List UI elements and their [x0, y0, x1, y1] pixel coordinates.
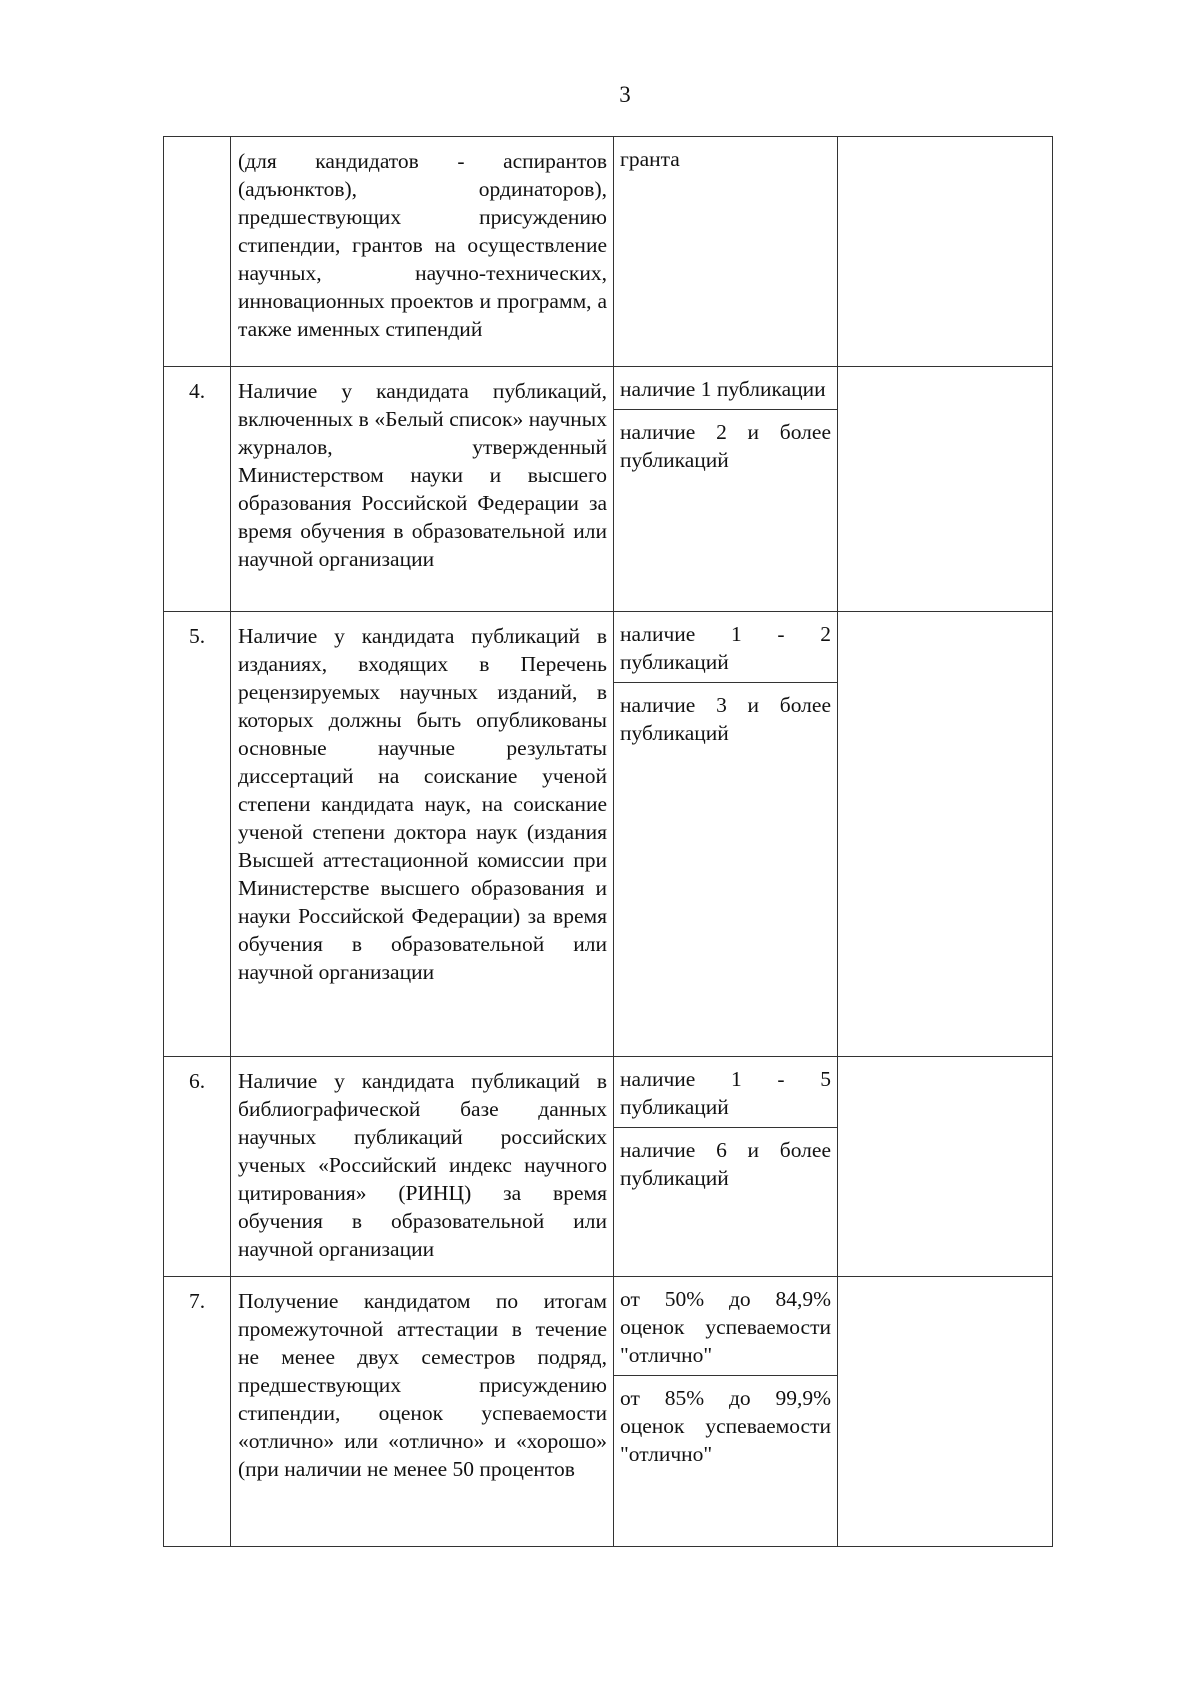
value-item: наличие 1 публикации [620, 377, 826, 401]
value-item: наличие 1 - 2 публикаций [620, 622, 831, 674]
value-cell [614, 367, 838, 612]
value-cell [614, 612, 838, 1057]
value-item: наличие 3 и более публикаций [614, 682, 837, 753]
table-row [164, 367, 1053, 612]
value-item: наличие 1 - 5 публикаций [620, 1067, 831, 1119]
row-number: 5. [164, 612, 231, 1057]
criteria-table [163, 136, 1053, 1547]
value-cell [614, 1277, 838, 1547]
points-cell [838, 367, 1053, 612]
criterion-text: (для кандидатов - аспирантов (адъюнктов), ординаторов), предшествующих присуждению стипендии, грантов на осуществление научных, научно-технических, инновационных проектов и программ, а также именных стипендий [231, 137, 614, 367]
criterion-text: Наличие у кандидата публикаций в изданиях, входящих в Перечень рецензируемых научных изданий, в которых должны быть опубликованы основные научные результаты диссертаций на соискание ученой степени кандидата наук, на соискание ученой степени доктора наук (издания Высшей аттестационной комиссии при Министерстве высшего образования и науки Российской Федерации) за время обучения в образовательной или научной организации [231, 612, 614, 1057]
value-cell [614, 1057, 838, 1277]
row-number: 6. [164, 1057, 231, 1277]
value-item: наличие 2 и более публикаций [614, 409, 837, 480]
table-row [164, 1057, 1053, 1277]
points-cell [838, 1057, 1053, 1277]
table-row [164, 137, 1053, 367]
criterion-text: Наличие у кандидата публикаций в библиографической базе данных научных публикаций российских ученых «Российский индекс научного цитирования» (РИНЦ) за время обучения в образовательной или научной организации [231, 1057, 614, 1277]
value-item: от 85% до 99,9% оценок успеваемости "отлично" [614, 1375, 837, 1474]
value-item: наличие 6 и более публикаций [614, 1127, 837, 1198]
page-number: 3 [619, 82, 631, 107]
table-row [164, 612, 1053, 1057]
points-cell [838, 137, 1053, 367]
criterion-text: Получение кандидатом по итогам промежуточной аттестации в течение не менее двух семестров подряд, предшествующих присуждению стипендии, оценок успеваемости «отлично» или «отлично» и «хорошо» (при наличии не менее 50 процентов [231, 1277, 614, 1547]
table-row [164, 1277, 1053, 1547]
value-cell [614, 137, 838, 367]
value-item: от 50% до 84,9% оценок успеваемости "отлично" [620, 1287, 831, 1367]
row-number: 4. [164, 367, 231, 612]
value-item: гранта [620, 147, 680, 171]
row-number: 7. [164, 1277, 231, 1547]
points-cell [838, 1277, 1053, 1547]
points-cell [838, 612, 1053, 1057]
row-number [164, 137, 231, 367]
criterion-text: Наличие у кандидата публикаций, включенных в «Белый список» научных журналов, утвержденный Министерством науки и высшего образования Российской Федерации за время обучения в образовательной или научной организации [231, 367, 614, 612]
